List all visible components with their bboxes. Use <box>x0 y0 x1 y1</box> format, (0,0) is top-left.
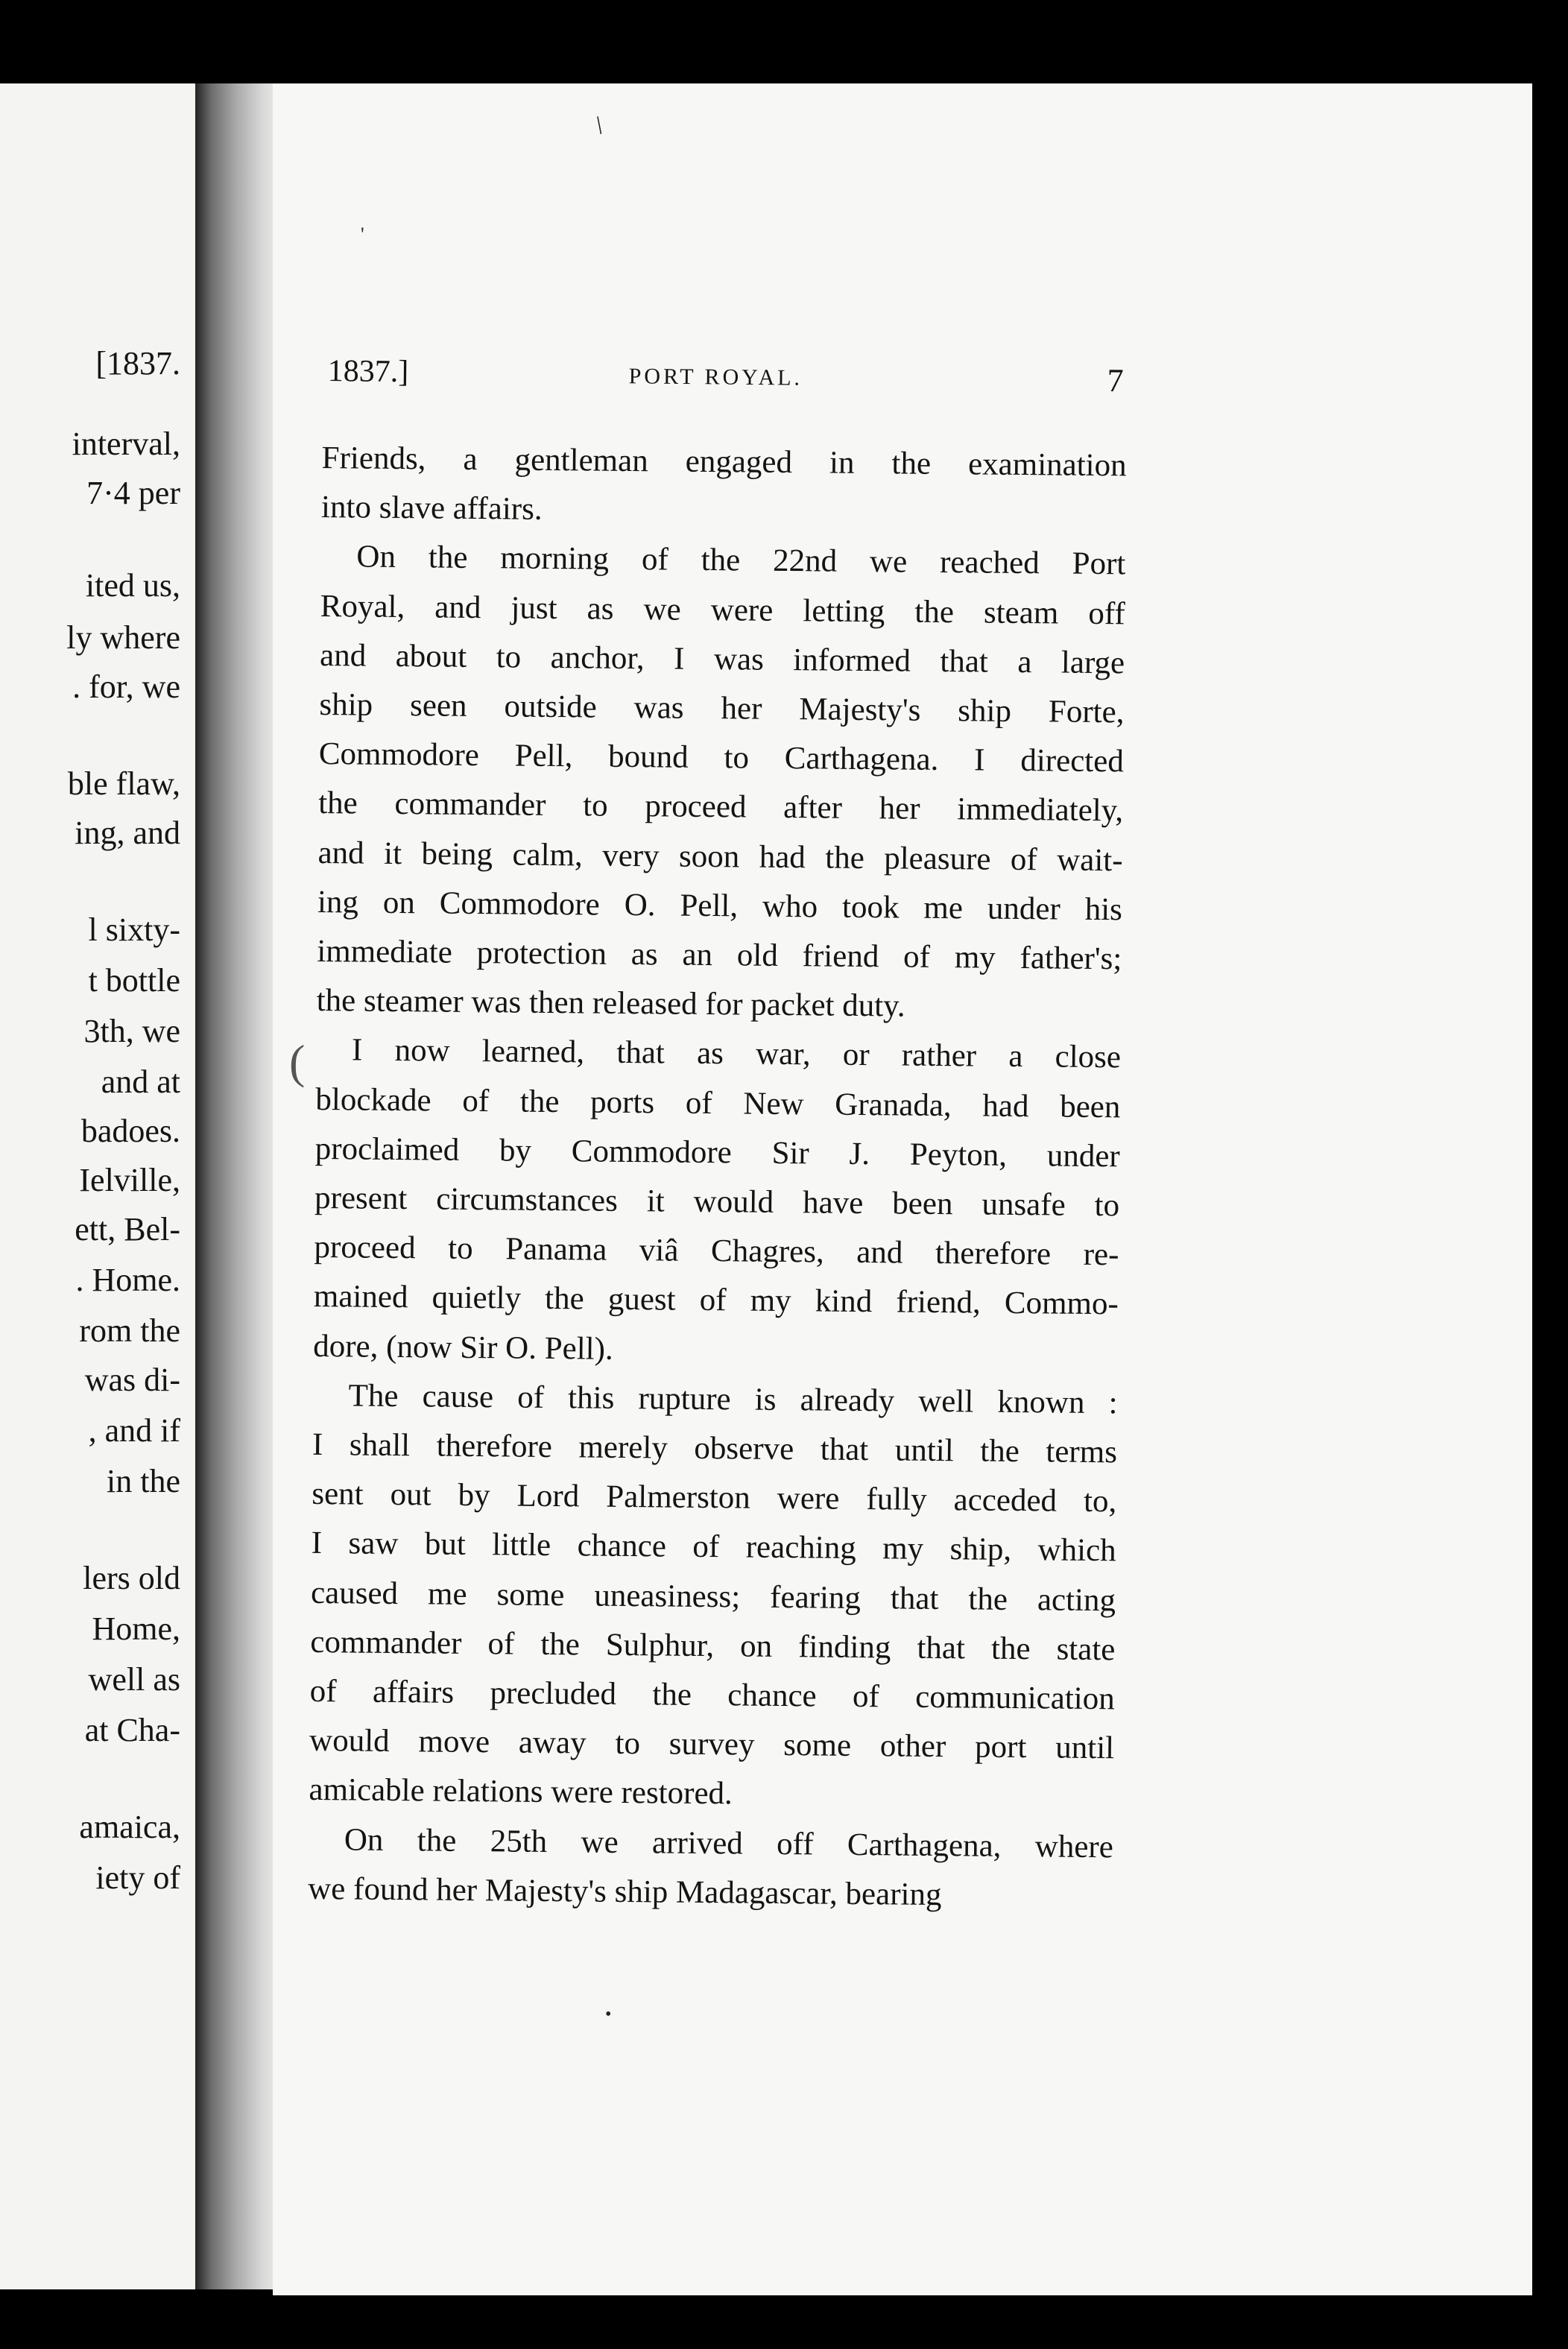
text-line: caused me some uneasiness; fearing that the acting <box>310 1575 1116 1618</box>
text-line: I now learned, that as war, or rather a close <box>351 1032 1122 1075</box>
page-number: 7 <box>1107 361 1124 399</box>
text-line: and about to anchor, I was informed that a large <box>319 637 1125 681</box>
header-year: 1837.] <box>327 353 409 390</box>
text-line: Friends, a gentleman engaged in the examination <box>321 440 1127 484</box>
previous-page-line: well as <box>88 1661 180 1698</box>
running-header <box>327 353 1133 406</box>
previous-page-line: . for, we <box>72 668 180 705</box>
text-line: I shall therefore merely observe that until the terms <box>312 1427 1118 1470</box>
previous-page-line: ited us, <box>85 567 180 604</box>
previous-page-line: at Cha- <box>84 1712 180 1748</box>
previous-page-line: t bottle <box>88 962 180 999</box>
scan-speck: ' <box>361 224 364 245</box>
previous-page-line: in the <box>107 1463 180 1499</box>
text-line: immediate protection as an old friend of my father's; <box>317 934 1122 977</box>
text-line: dore, (now Sir O. Pell). <box>313 1328 613 1367</box>
previous-page-line: . Home. <box>75 1262 180 1298</box>
text-line: ship seen outside was her Majesty's ship Forte, <box>319 686 1125 730</box>
previous-page-line: 7·4 per <box>86 475 180 511</box>
text-line: proceed to Panama viâ Chagres, and therefore re- <box>314 1230 1119 1273</box>
previous-page-line: 3th, we <box>83 1013 180 1049</box>
scan-speck: / <box>589 112 610 139</box>
previous-page-line: ble flaw, <box>67 765 180 802</box>
text-line: Royal, and just as we were letting the steam off <box>320 588 1125 631</box>
previous-page-line: , and if <box>88 1412 180 1449</box>
text-line: and it being calm, very soon had the pleasure of wait- <box>317 835 1123 878</box>
text-line: sent out by Lord Palmerston were fully acceded to, <box>312 1476 1117 1520</box>
header-title: PORT ROYAL. <box>628 364 803 391</box>
page-body-text <box>308 434 1127 1921</box>
previous-page-line: l sixty- <box>88 911 180 948</box>
text-line: amicable relations were restored. <box>309 1772 733 1812</box>
text-line: blockade of the ports of New Granada, had been <box>315 1081 1121 1125</box>
text-line: On the morning of the 22nd we reached Port <box>356 539 1126 582</box>
previous-page-line: Home, <box>92 1610 180 1647</box>
previous-page-line: was di- <box>84 1362 180 1398</box>
text-line: would move away to survey some other port until <box>309 1723 1115 1766</box>
previous-page-line: and at <box>101 1063 180 1100</box>
previous-page-line: ly where <box>66 619 180 656</box>
text-line: I saw but little chance of reaching my ship, which <box>311 1526 1116 1569</box>
text-line: of affairs precluded the chance of communication <box>309 1674 1115 1717</box>
scan-speck: • <box>605 2005 612 2024</box>
previous-page-line: badoes. <box>80 1113 180 1149</box>
book-gutter-shadow <box>195 83 285 2289</box>
text-line: proclaimed by Commodore Sir J. Peyton, under <box>314 1131 1120 1174</box>
text-line: the steamer was then released for packet duty. <box>316 983 905 1024</box>
previous-page-line: amaica, <box>79 1809 180 1845</box>
margin-bracket-mark: ( <box>289 1035 306 1088</box>
text-line: into slave affairs. <box>320 490 543 528</box>
previous-page-line: interval, <box>72 426 180 462</box>
previous-page-line: iety of <box>95 1859 180 1896</box>
text-line: On the 25th we arrived off Carthagena, where <box>344 1822 1114 1865</box>
text-line: the commander to proceed after her immediately, <box>318 785 1124 829</box>
previous-page-line: lers old <box>83 1560 180 1596</box>
previous-page-line: rom the <box>79 1312 180 1349</box>
text-line: The cause of this rupture is already well known : <box>348 1378 1118 1421</box>
text-line: mained quietly the guest of my kind friend, Commo- <box>313 1279 1119 1322</box>
previous-page-line: [1837. <box>95 345 180 382</box>
text-line: we found her Majesty's ship Madagascar, bearing <box>308 1871 942 1912</box>
text-line: commander of the Sulphur, on finding that the state <box>310 1624 1116 1668</box>
previous-page-line: ing, and <box>75 815 180 851</box>
text-line: Commodore Pell, bound to Carthagena. I directed <box>318 736 1125 780</box>
text-line: ing on Commodore O. Pell, who took me under his <box>317 884 1123 928</box>
text-line: present circumstances it would have been unsafe to <box>314 1180 1120 1224</box>
previous-page-line: ett, Bel- <box>75 1211 180 1248</box>
previous-page-fragment <box>0 83 200 2289</box>
previous-page-line: Ielville, <box>79 1162 180 1198</box>
